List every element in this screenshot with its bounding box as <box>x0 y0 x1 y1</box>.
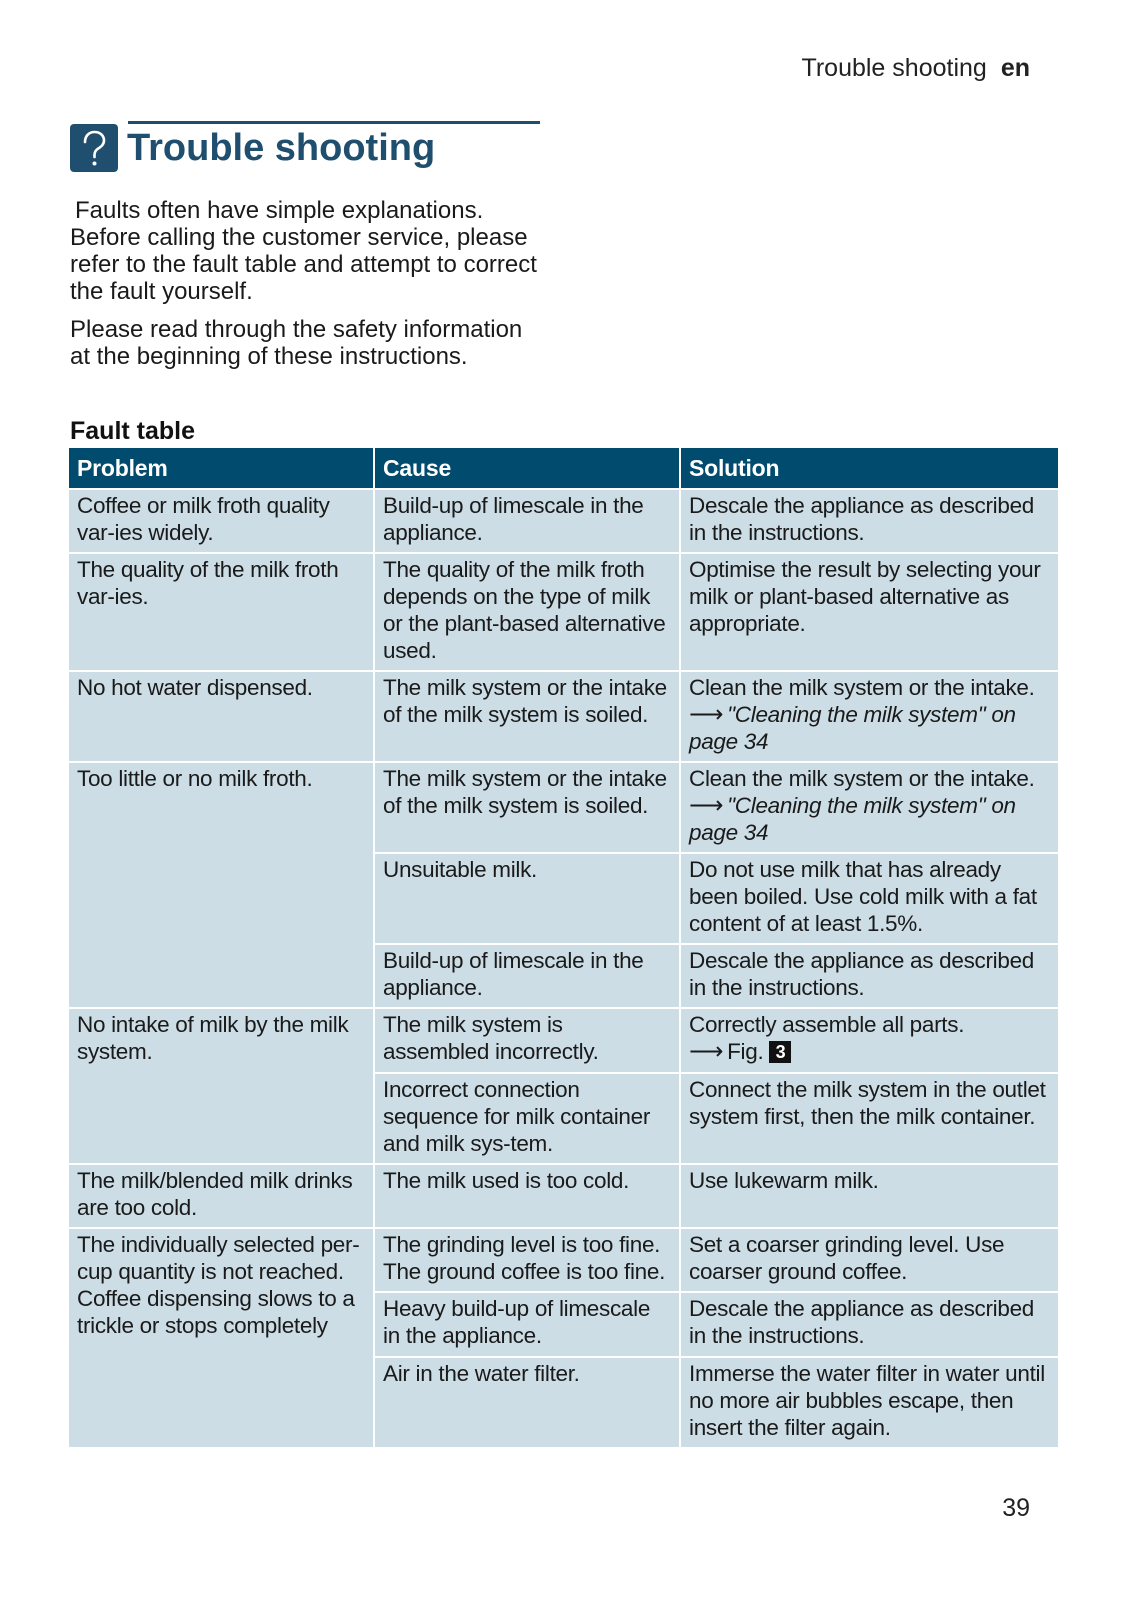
running-head <box>802 54 1031 83</box>
figure-reference-text: Fig. <box>727 1039 764 1064</box>
table-row <box>69 1008 1058 1073</box>
solution-cell: Connect the milk system in the outlet system first, then the milk container. <box>680 1073 1058 1164</box>
solution-cell: Descale the appliance as described in the instructions. <box>680 944 1058 1008</box>
cause-cell: The milk used is too cold. <box>374 1164 680 1228</box>
question-mark-icon <box>70 124 118 172</box>
solution-text: Clean the milk system or the intake. <box>689 675 1035 700</box>
table-header-row <box>69 448 1058 489</box>
title-rule <box>128 121 540 124</box>
table-row <box>69 553 1058 671</box>
solution-cell: Descale the appliance as described in the instructions. <box>680 1292 1058 1357</box>
problem-cell: The milk/blended milk drinks are too cold. <box>69 1164 374 1228</box>
solution-cell: Optimise the result by selecting your milk or plant-based alternative as appropriate. <box>680 553 1058 671</box>
table-row <box>69 671 1058 762</box>
page-number: 39 <box>1002 1494 1030 1522</box>
arrow-right-icon: ⟶ <box>689 1038 724 1065</box>
cause-cell: Build-up of limescale in the appliance. <box>374 944 680 1008</box>
column-header-solution: Solution <box>680 448 1058 489</box>
fault-table <box>69 448 1058 1447</box>
solution-cell <box>680 762 1058 853</box>
solution-cell: Immerse the water filter in water until no more air bubbles escape, then insert the filter again. <box>680 1357 1058 1447</box>
intro-paragraph-2: Please read through the safety information at the beginning of these instructions. <box>70 316 523 370</box>
table-row <box>69 489 1058 553</box>
intro-paragraph-1: Faults often have simple explanations. Before calling the customer service, please refer to the fault table and attempt to correct the fault yourself. <box>70 197 537 305</box>
page-reference-link[interactable] <box>689 792 1050 846</box>
table-row <box>69 1228 1058 1292</box>
solution-cell: Set a coarser grinding level. Use coarser ground coffee. <box>680 1228 1058 1292</box>
problem-cell: Too little or no milk froth. <box>69 762 374 1008</box>
problem-cell: Coffee or milk froth quality var-ies widely. <box>69 489 374 553</box>
cause-cell: Heavy build-up of limescale in the appliance. <box>374 1292 680 1357</box>
problem-cell: No intake of milk by the milk system. <box>69 1008 374 1164</box>
cause-cell: Air in the water filter. <box>374 1357 680 1447</box>
cause-cell: The milk system is assembled incorrectly. <box>374 1008 680 1073</box>
problem-cell: The quality of the milk froth var-ies. <box>69 553 374 671</box>
page-reference-text: "Cleaning the milk system" on page 34 <box>689 793 1016 845</box>
solution-cell <box>680 671 1058 762</box>
cause-cell: The milk system or the intake of the milk system is soiled. <box>374 762 680 853</box>
running-head-lang: en <box>1000 54 1030 82</box>
page-title: Trouble shooting <box>127 127 436 169</box>
cause-cell: The quality of the milk froth depends on the type of milk or the plant-based alternative used. <box>374 553 680 671</box>
table-row <box>69 1164 1058 1228</box>
solution-cell: Use lukewarm milk. <box>680 1164 1058 1228</box>
cause-cell: The grinding level is too fine. The ground coffee is too fine. <box>374 1228 680 1292</box>
figure-number-badge: 3 <box>769 1041 791 1063</box>
arrow-right-icon: ⟶ <box>689 792 724 819</box>
solution-cell: Descale the appliance as described in the instructions. <box>680 489 1058 553</box>
solution-text: Clean the milk system or the intake. <box>689 766 1035 791</box>
arrow-right-icon: ⟶ <box>689 701 724 728</box>
running-head-section: Trouble shooting <box>801 54 987 82</box>
figure-reference-link[interactable] <box>689 1038 1050 1065</box>
column-header-cause: Cause <box>374 448 680 489</box>
problem-cell: The individually selected per-cup quantity is not reached. Coffee dispensing slows to a trickle or stops completely <box>69 1228 374 1447</box>
cause-cell: The milk system or the intake of the milk system is soiled. <box>374 671 680 762</box>
page-reference-link[interactable] <box>689 701 1050 755</box>
cause-cell: Unsuitable milk. <box>374 853 680 944</box>
cause-cell: Incorrect connection sequence for milk container and milk sys-tem. <box>374 1073 680 1164</box>
page-reference-text: "Cleaning the milk system" on page 34 <box>689 702 1016 754</box>
problem-cell: No hot water dispensed. <box>69 671 374 762</box>
solution-text: Correctly assemble all parts. <box>689 1012 965 1037</box>
table-row <box>69 762 1058 853</box>
cause-cell: Build-up of limescale in the appliance. <box>374 489 680 553</box>
solution-cell: Do not use milk that has already been boiled. Use cold milk with a fat content of at least 1.5%. <box>680 853 1058 944</box>
column-header-problem: Problem <box>69 448 374 489</box>
solution-cell <box>680 1008 1058 1073</box>
fault-table-heading: Fault table <box>70 417 196 445</box>
